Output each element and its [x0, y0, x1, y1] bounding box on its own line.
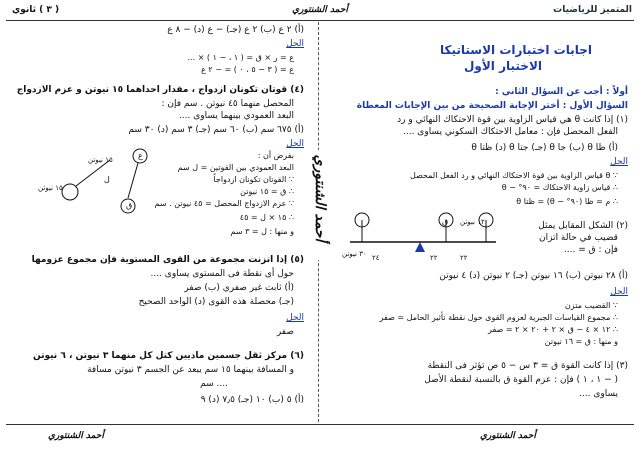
page-title: اجابات اختبارات الاستاتيكا — [440, 43, 592, 57]
q4-solution-5: ∵ عزم الازدواج المحصل = ٤٥ نيوتن . سم — [154, 199, 294, 208]
header-right: المتميز للرياضيات — [553, 5, 632, 15]
q5-options-1: (أ) ثابت غير صفري (ب) صفر — [184, 283, 294, 293]
q1-solution-1: ∵ θ قياس الزاوية بين قوة الاحتكاك النهائي و رد الفعل المحصل — [409, 171, 618, 180]
q6-line3: .... سم — [200, 379, 228, 389]
q4-solution-6: ∴ ١٥ × ل = ٤٥ — [239, 213, 294, 222]
top-solution-1: ع = ر × ق = ( ١ ، − ١ ) × ... — [187, 53, 294, 62]
force-q-label: ق — [442, 217, 449, 226]
pivot-triangle — [415, 242, 425, 252]
q5-solution-label: الحل — [286, 313, 304, 323]
fig-force-1: ١٥ نيوتن — [88, 156, 113, 164]
q1-solution-3: ∴ م = ظا (٩٠° − θ) = ظتا θ — [516, 197, 618, 206]
q3-line3: يساوى .... — [579, 389, 618, 399]
q4-solution-2: البعد العمودي بين القوتين = ل سم — [177, 163, 294, 172]
page-subtitle: الاختبار الأول — [463, 59, 542, 73]
q4-solution-7: و منها : ل = ٣ سم — [230, 227, 294, 236]
footer-left: أحمد الشنتوري — [48, 431, 104, 441]
q1-line1: (١) إذا كانت θ هي قياس الزاوية بين قوة الاحتكاك النهائي و رد — [397, 115, 628, 125]
q2-solution-3: ∴ ١٢ × ٤ − ق × ٢ + ٢٠ × ٢ = صفر — [488, 325, 618, 334]
q1-solution-label: الحل — [610, 157, 628, 167]
dist-1: ٢٤ — [372, 254, 380, 262]
q1-solution-2: ∴ قياس زاوية الاحتكاك = ٩٠° − θ — [501, 183, 618, 192]
q2-line3: فإن : ق = .... — [563, 245, 618, 255]
q2-solution-1: ∵ القضيب متزن — [564, 301, 618, 310]
q4-options: (أ) ٦٧٥ سم (ب) ٦٠ سم (جـ) ٣ سم (د) ٣٠ سم — [128, 125, 304, 135]
top-solution-2: ع = ( ٣ − ٥ ، ٠ ) = − ٢ ع — [201, 65, 294, 74]
signature-text: أحمد الشنتوري — [312, 154, 328, 242]
section-heading: أولاً : أجب عن السؤال الثاني : — [495, 87, 628, 97]
footer-rule — [6, 424, 634, 425]
q2-solution-4: و منها : ق = ١٦ نيوتن — [544, 337, 618, 346]
force-12-label: ١٢ نيوتن — [460, 218, 485, 226]
q1-options: (أ) ظا θ (ب) جا θ (جـ) جتا θ (د) ظتا θ — [471, 143, 618, 153]
q1-line2: الفعل المحصل فإن : معامل الاحتكاك السكوني يساوى .... — [403, 127, 618, 137]
q2-line2: قضيب في حالة اتزان — [538, 233, 618, 243]
q2-solution-2: ∴ مجموع القياسات الجبرية لعزوم القوى حول نقطة تأثير الحامل = صفر — [379, 313, 618, 322]
q4-solution-4: ∴ ق = ١٥ نيوتن — [240, 187, 294, 196]
dist-2: ٢٢ — [430, 254, 438, 262]
top-solution-label: الحل — [286, 39, 304, 49]
q3-line1: (٣) إذا كانت القوة ق = ٣ س − ٥ ص تؤثر فى النقطة — [427, 361, 628, 371]
q6-options: (أ) ٥ (ب) ١٠ (جـ) ٧٫٥ (د) ٩ — [200, 395, 304, 405]
fig-force-2: ١٥ نيوتن — [38, 184, 63, 192]
q2-solution-label: الحل — [610, 287, 628, 297]
q5-line2: حول أى نقطة فى المستوى يساوى .... — [150, 269, 294, 279]
fig-label-a: ع — [138, 151, 143, 160]
dist-3: ٢٢ — [460, 254, 468, 262]
q6-line2: و المسافة بينهما ١٥ سم يبعد عن الجسم ٣ نيوتن مسافة — [87, 365, 294, 375]
header-left: ( ٣ ) ثانوي — [12, 5, 60, 15]
q5-line1: (٥) إذا اتزنت مجموعة من القوى المستوية فإن مجموع عزومها — [31, 255, 304, 265]
q4-line2: المحصل منهما ٤٥ نيوتن . سم فإن : — [161, 99, 294, 109]
force-30-label: ٣٠ نيوتن — [342, 250, 367, 258]
fig-circle-c — [62, 184, 78, 200]
header-center: أحمد الشنتوري — [292, 5, 348, 15]
signature-box — [300, 150, 338, 260]
q4-solution-1: بفرض أن : — [257, 151, 294, 160]
q4-solution-label: الحل — [286, 139, 304, 149]
q2-options: (أ) ٢٨ نيوتن (ب) ١٦ نيوتن (جـ) ٢ نيوتن (د) ٤ نيوتن — [439, 271, 628, 281]
q1-heading: السؤال الأول : أختر الإجابة الصحيحة من بين الإجابات المعطاة — [356, 101, 628, 111]
fig-label-b: ق — [126, 201, 133, 210]
q5-options-2: (جـ) محصلة هذه القوى (د) الواحد الصحيح — [138, 297, 294, 307]
q2-line1: (٢) الشكل المقابل يمثل — [538, 221, 628, 231]
footer-right: أحمد الشنتوري — [480, 431, 536, 441]
q3-line2: ( − ١ ، ١ ) فإن : عزم القوة ق بالنسبة لنقطة الأصل — [424, 375, 618, 385]
fig-arm-a — [128, 163, 138, 198]
q4-line1: (٤) قوتان تكونان ازدواج ، مقدار احداهما ١٥ نيوتن و عزم الازدواج — [16, 85, 304, 95]
top-options: (أ) ٢ ع (ب) ٢ ع (جـ) − ع (د) − ٨ ع — [167, 25, 304, 35]
q4-line3: البعد العمودي بينهما يساوى .... — [178, 111, 294, 121]
header-rule — [6, 20, 634, 21]
q6-line1: (٦) مركز ثقل جسمين ماديين كتل كل منهما ٣ نيوتن ، ٦ نيوتن — [33, 351, 304, 361]
fig-length-label: ل — [104, 175, 110, 184]
q4-solution-3: ∵ القوتان تكونان ازدواجاً — [213, 175, 294, 184]
q5-solution-1: صفر — [276, 327, 294, 337]
